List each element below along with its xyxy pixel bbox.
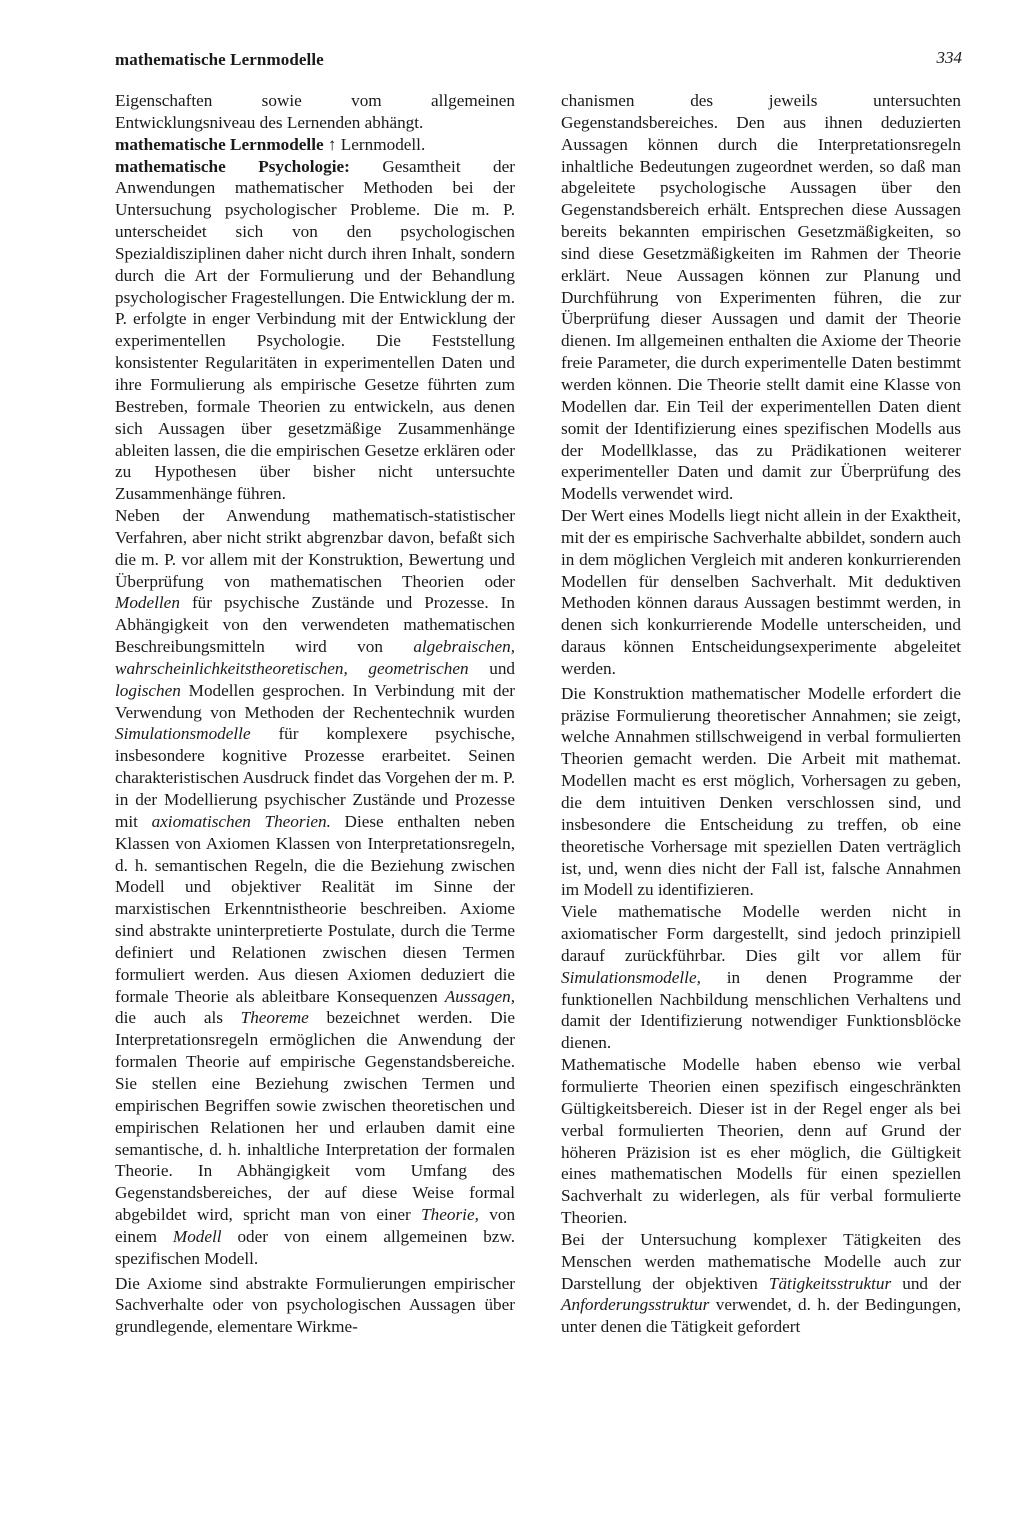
paragraph-gueltigkeit: Mathematische Modelle haben ebenso wie verbal formulierte Theorien einen spezifisch eingeschränkten Gültigkeitsbereich. Dieser ist in der Regel enger als bei verbal formulierten Theorien, denn auf Grund der höheren Präzision ist es eher möglich, die Gültigkeit eines mathematischen Modells für einen speziellen Sachverhalt zu widerlegen, als für verbal formulierte Theorien. bbox=[561, 1055, 961, 1228]
emphasis: Modellen bbox=[115, 593, 180, 613]
text-run: Modellen gesprochen. In Verbindung mit der Verwendung von Methoden der Rechentechnik wurden bbox=[115, 680, 516, 722]
entry-psychologie bbox=[115, 156, 515, 506]
text-run: oder von einem allgemeinen bzw. spezifischen Modell. bbox=[115, 1226, 516, 1268]
text-run: die auch als bbox=[115, 1008, 223, 1028]
paragraph-konstruktion: Die Konstruktion mathematischer Modelle erfordert die präzise Formulierung theoretischer Annahmen; sie zeigt, welche Annahmen stillschweigend in verbal formulierten Theorien gemacht werden. Die Arbeit mit mathemat. Modellen macht es erst möglich, Vorhersagen zu geben, die dem intuitiven Denken verschlossen sind, und insbesondere die Entscheidung zu treffen, ob eine theoretische Vorhersage mit speziellen Daten verträglich ist, und, wenn dies nicht der Fall ist, falsche Annahmen im Modell zu identifizieren. bbox=[561, 683, 961, 900]
emphasis: Theorie, bbox=[421, 1205, 479, 1225]
text-run: für psychische Zustände und Prozesse. In Abhängigkeit von den verwendeten mathematischen Beschreibungsmitteln wird von bbox=[115, 593, 515, 657]
running-head: mathematische Lernmodelle bbox=[115, 50, 324, 69]
emphasis: Theoreme bbox=[240, 1008, 309, 1028]
text-run: Bei der Untersuchung komplexer Tätigkeiten des Menschen werden mathematische Modelle auch zur Darstellung der objektiven bbox=[561, 1229, 961, 1293]
text-run: Viele mathematische Modelle werden nicht in axiomatischer Form dargestellt, sind jedoch prinzipiell darauf zurückführbar. Dies gilt vor allem für bbox=[561, 902, 961, 965]
text-run: bezeichnet werden. Die Interpretationsregeln ermöglichen die Anwendung der formalen Theorie auf empirische Gegenstandsbereiche. Sie stellen eine Beziehung zwischen Termen und empirischen Begriffen sowie zwischen theoretischen und empirischen Relationen her und erlauben damit eine semantische, d. h. inhaltliche Interpretation der formalen Theorie. In Abhängigkeit vom Umfang des Gegenstandsbereiches, der auf diese Weise formal abgebildet wird, spricht man von einer bbox=[115, 1008, 516, 1225]
text-run: verwendet, d. h. der Bedingungen, unter denen die Tätigkeit gefordert bbox=[561, 1295, 961, 1337]
page-number: 334 bbox=[936, 48, 962, 67]
text-run: für komplexere psychische, insbesondere kognitive Prozesse erarbeitet. Seinen charakteristischen Ausdruck findet das Vorgehen der m. P. in der Modellierung psychischer Zustände und Prozesse mit bbox=[115, 724, 515, 831]
paragraph-text: Gesamtheit der Anwendungen mathematischer Methoden bei der Untersuchung psychologischer Probleme. Die m. P. unterscheidet sich von den psychologischen Spezialdisziplinen daher nicht durch ihren Inhalt, sondern durch die Art der Formulierung und der Behandlung psychologischer Fragestellungen. Die Entwicklung der m. P. erfolgte in enger Verbindung mit der Entwicklung der experimentellen Psychologie. Die Feststellung konsistenter Regularitäten in experimentellen Daten und ihre Formulierung als empirische Gesetze führten zum Bestreben, formale Theorien zu entwickeln, aus denen sich Aussagen über gesetzmäßige Zusammenhänge ableiten lassen, die die empirischen Gesetze erklären oder zu Hypothesen über bisher nicht untersuchte Zusammenhänge führen. bbox=[115, 156, 516, 504]
emphasis: Aussagen, bbox=[444, 986, 515, 1006]
right-column bbox=[561, 90, 961, 1338]
text-run: in denen Programme der funktionellen Nachbildung menschlichen Verhaltens und damit der Identifizierung notwendiger Funktionsblöcke dienen. bbox=[561, 967, 961, 1053]
emphasis: Modell bbox=[172, 1226, 222, 1246]
paragraph-taetigkeiten bbox=[561, 1229, 961, 1338]
text-run: und bbox=[489, 658, 515, 678]
paragraph-continuation: chanismen des jeweils untersuchten Gegenstandsbereiches. Den aus ihnen deduzierten Aussagen können durch die Interpretationsregeln inhaltliche Bedeutungen zugeordnet werden, so daß man abgeleitete psychologische Aussagen über den Gegenstandsbereich erhält. Entsprechen diese Aussagen bereits bekannten empirischen Gesetzmäßigkeiten, so sind diese Gesetzmäßigkeiten im Rahmen der Theorie erklärt. Neue Aussagen können zur Planung und Durchführung von Experimenten führen, die zur Überprüfung dieser Aussagen und damit der Theorie dienen. Im allgemeinen enthalten die Axiome der Theorie freie Parameter, die durch experimentelle Daten bestimmt werden können. Die Theorie stellt damit eine Klasse von Modellen dar. Ein Teil der experimentellen Daten dient somit der Identifizierung eines spezifischen Modells aus der Modellklasse, das zu Prädikationen weiterer experimenteller Daten und damit zur Überprüfung des Modells verwendet wird. bbox=[561, 91, 961, 504]
entry-lernmodelle bbox=[115, 134, 515, 156]
entry-term: mathematische Lernmodelle bbox=[115, 134, 324, 154]
text-run: und der bbox=[902, 1273, 962, 1293]
emphasis: Simulationsmodelle bbox=[115, 724, 251, 744]
emphasis: logischen bbox=[115, 680, 181, 700]
entry-term: mathematische Psychologie: bbox=[115, 156, 350, 176]
cross-reference: ↑ Lernmodell. bbox=[327, 134, 426, 154]
paragraph-modelle bbox=[115, 505, 515, 1270]
text-run: Diese enthalten neben Klassen von Axiomen Klassen von Interpretationsregeln, d. h. semantischen Regeln, die die Beziehung zwischen Modell und objektiver Realität im Sinne der marxistischen Erkenntnistheorie beschreiben. Axiome sind abstrakte uninterpretierte Postulate, durch die Terme definiert und Relationen zwischen diesen Termen formuliert werden. Aus diesen Axiomen deduziert die formale Theorie als ableitbare Konsequenzen bbox=[115, 811, 516, 1006]
emphasis: algebraischen, wahrscheinlichkeitstheoretischen, geometrischen bbox=[115, 637, 515, 678]
paragraph-axiome: Die Axiome sind abstrakte Formulierungen empirischer Sachverhalte oder von psychologischen Aussagen über grundlegende, elementare Wirkme- bbox=[115, 1273, 515, 1337]
text-run: Neben der Anwendung mathematisch-statistischer Verfahren, aber nicht strikt abgrenzbar davon, befaßt sich die m. P. vor allem mit der Konstruktion, Bewertung und Überprüfung von mathematischen Theorien oder bbox=[115, 506, 515, 591]
emphasis: Anforderungsstruktur bbox=[561, 1295, 710, 1315]
text-run: von einem bbox=[115, 1205, 516, 1246]
paragraph-axiomatisch bbox=[561, 901, 961, 1054]
paragraph-continuation: Eigenschaften sowie vom allgemeinen Entwicklungsniveau des Lernenden abhängt. bbox=[115, 91, 515, 132]
paragraph-wert: Der Wert eines Modells liegt nicht allein in der Exaktheit, mit der es empirische Sachverhalte abbildet, sondern auch in dem möglichen Vergleich mit anderen konkurrierenden Modellen für denselben Sachverhalt. Mit deduktiven Methoden können daraus Aussagen bestimmt werden, in denen sich konkurrierende Modelle unterscheiden, und daraus können Entscheidungsexperimente abgeleitet werden. bbox=[561, 506, 961, 678]
left-column bbox=[115, 90, 515, 1338]
emphasis: axiomatischen Theorien. bbox=[151, 811, 331, 831]
emphasis: Simulationsmodelle, bbox=[561, 967, 701, 987]
emphasis: Tätigkeitsstruktur bbox=[768, 1273, 892, 1293]
